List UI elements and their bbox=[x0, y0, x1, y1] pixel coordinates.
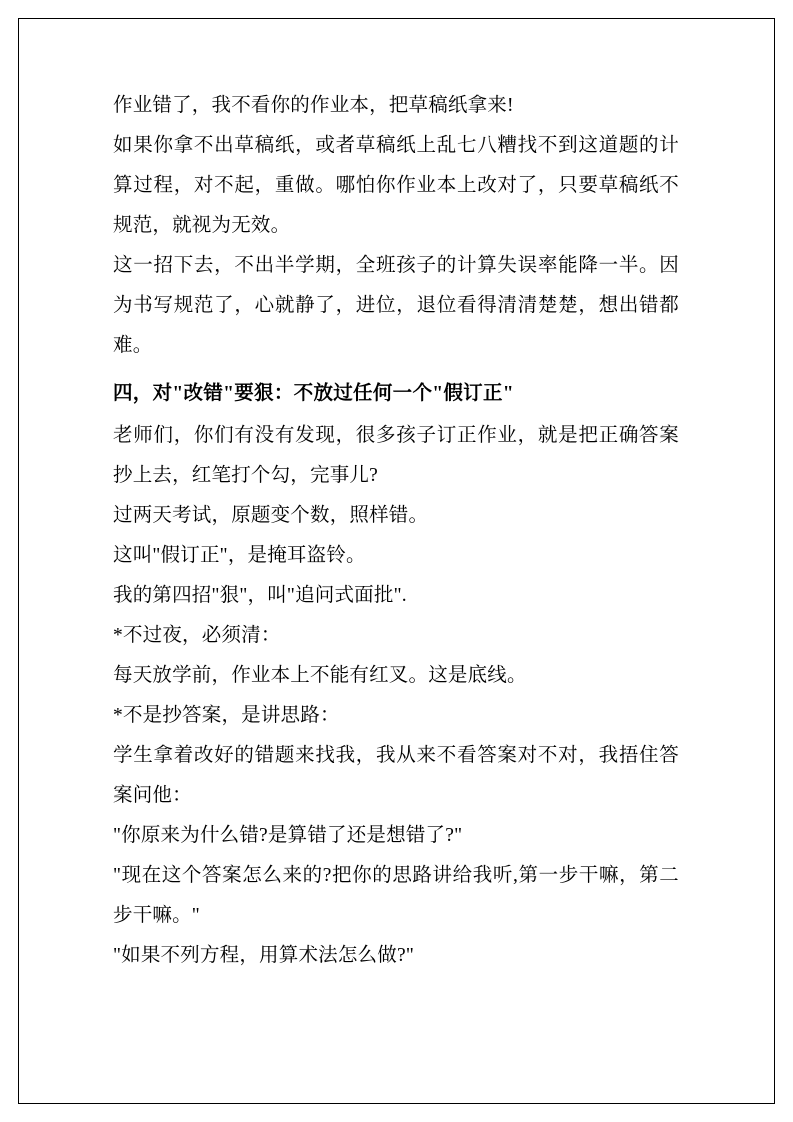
paragraph-12: "你原来为什么错?是算错了还是想错了?" bbox=[113, 825, 463, 846]
paragraph-3: 这一招下去，不出半学期，全班孩子的计算失误率能降一半。因为书写规范了，心就静了，进位，退位看得清清楚楚，想出错都难。 bbox=[113, 255, 679, 356]
paragraph-11: 学生拿着改好的错题来找我，我从来不看答案对不对，我捂住答案问他： bbox=[113, 745, 679, 806]
paragraph-14: "如果不列方程，用算术法怎么做?" bbox=[113, 945, 414, 966]
paragraph-2: 如果你拿不出草稿纸，或者草稿纸上乱七八糟找不到这道题的计算过程，对不起，重做。哪怕你作业本上改对了，只要草稿纸不规范，就视为无效。 bbox=[113, 135, 679, 236]
paragraph-9: 每天放学前，作业本上不能有红叉。这是底线。 bbox=[113, 665, 527, 686]
paragraph-4: 老师们，你们有没有发现，很多孩子订正作业，就是把正确答案抄上去，红笔打个勾，完事儿? bbox=[113, 425, 679, 486]
document-body bbox=[113, 86, 679, 976]
paragraph-6: 这叫"假订正"，是掩耳盗铃。 bbox=[113, 545, 366, 566]
paragraph-10: *不是抄答案，是讲思路： bbox=[113, 705, 340, 726]
section-heading-four: 四，对"改错"要狠：不放过任何一个"假订正" bbox=[113, 383, 514, 404]
paragraph-1: 作业错了，我不看你的作业本，把草稿纸拿来! bbox=[113, 95, 514, 116]
paragraph-13: "现在这个答案怎么来的?把你的思路讲给我听,第一步干嘛，第二步干嘛。" bbox=[113, 865, 679, 926]
paragraph-8: *不过夜，必须清： bbox=[113, 625, 281, 646]
paragraph-5: 过两天考试，原题变个数，照样错。 bbox=[113, 505, 429, 526]
paragraph-7: 我的第四招"狠"，叫"追问式面批". bbox=[113, 585, 407, 606]
